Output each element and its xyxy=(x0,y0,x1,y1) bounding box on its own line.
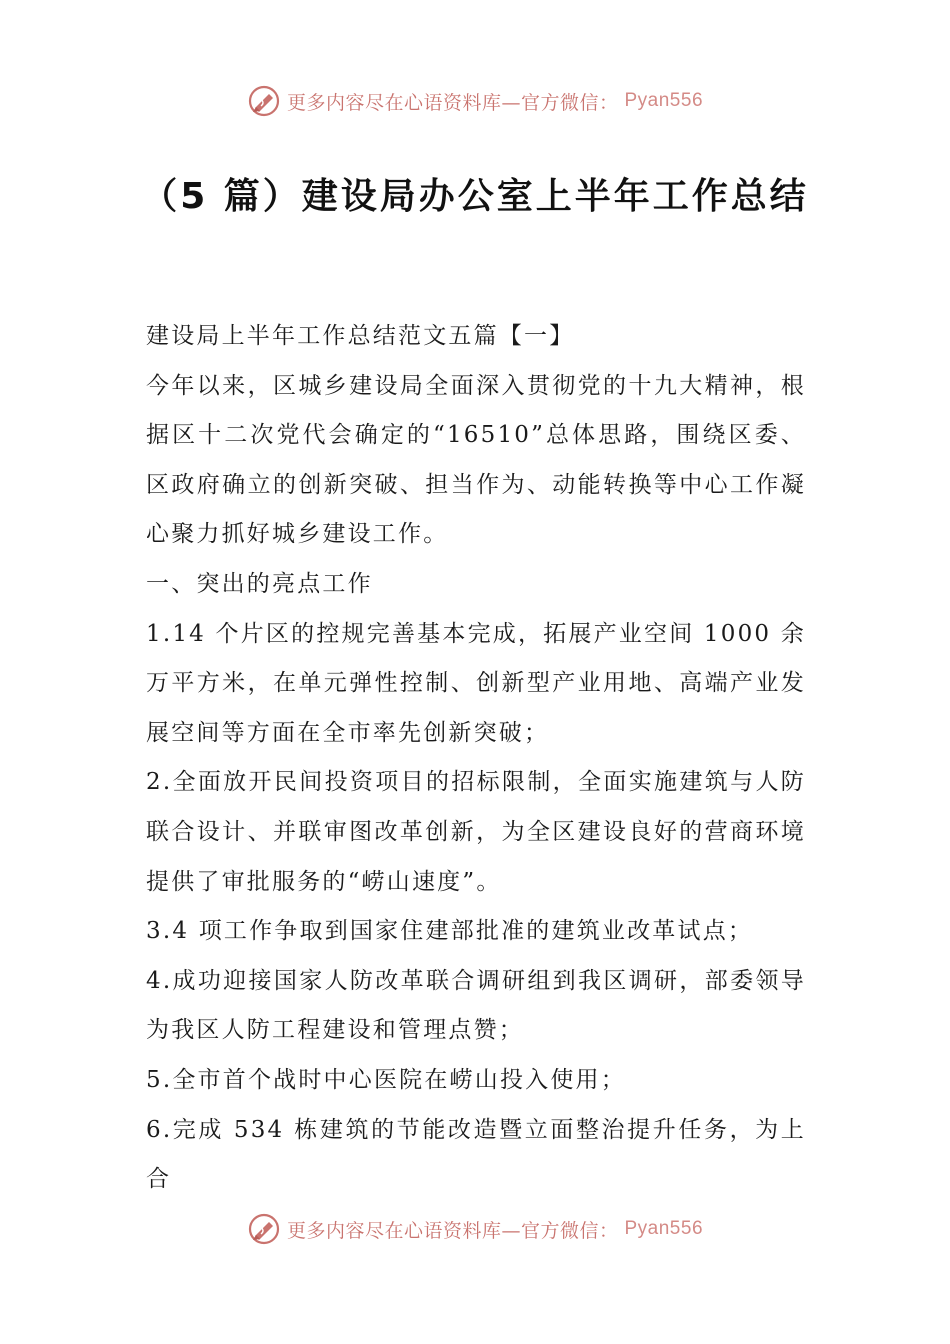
list-item: 6.完成 534 栋建筑的节能改造暨立面整治提升任务，为上合 xyxy=(146,1116,806,1193)
pen-circle-logo-icon xyxy=(247,84,281,118)
list-item: 5.全市首个战时中心医院在崂山投入使用； xyxy=(146,1066,626,1093)
list-item: 3.4 项工作争取到国家住建部批准的建筑业改革试点； xyxy=(146,918,754,945)
wechat-id: Pyan556 xyxy=(624,1218,704,1239)
subsection-heading: 一、突出的亮点工作 xyxy=(146,570,373,597)
header-watermark xyxy=(0,84,950,118)
footer-watermark xyxy=(0,1212,950,1246)
pen-circle-logo-icon xyxy=(247,1212,281,1246)
list-item: 1.14 个片区的控规完善基本完成，拓展产业空间 1000 余万平方米，在单元弹性控制、创新型产业用地、高端产业发展空间等方面在全市率先创新突破； xyxy=(146,620,806,746)
document-body xyxy=(146,312,806,1205)
wechat-id: Pyan556 xyxy=(624,90,704,111)
document-title: （5 篇）建设局办公室上半年工作总结 xyxy=(141,176,809,217)
section-heading: 建设局上半年工作总结范文五篇【一】 xyxy=(146,323,575,349)
watermark-text: 更多内容尽在心语资料库—官方微信： xyxy=(286,1219,619,1242)
watermark-text: 更多内容尽在心语资料库—官方微信： xyxy=(286,91,619,114)
paragraph: 今年以来，区城乡建设局全面深入贯彻党的十九大精神，根据区十二次党代会确定的“16510”总体思路，围绕区委、区政府确立的创新突破、担当作为、动能转换等中心工作凝心聚力抓好城乡建设工作。 xyxy=(146,372,806,548)
list-item: 2.全面放开民间投资项目的招标限制，全面实施建筑与人防联合设计、并联审图改革创新，为全区建设良好的营商环境提供了审批服务的“崂山速度”。 xyxy=(146,769,806,895)
list-item: 4.成功迎接国家人防改革联合调研组到我区调研，部委领导为我区人防工程建设和管理点赞； xyxy=(146,967,806,1044)
